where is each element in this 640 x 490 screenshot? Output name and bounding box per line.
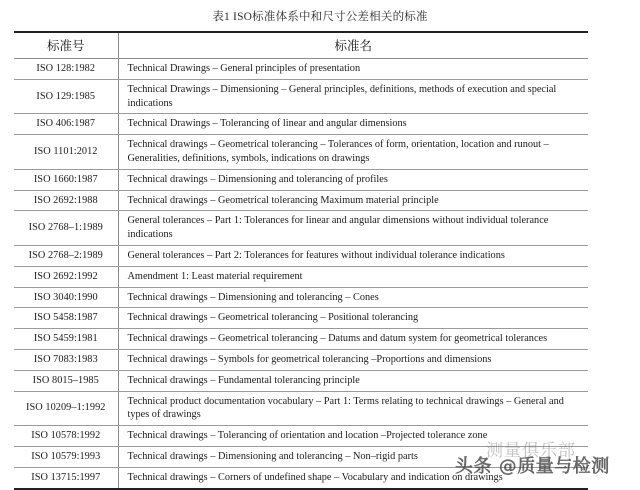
cell-standard-name: Technical Drawings – Tolerancing of linear and angular dimensions [118, 114, 588, 135]
cell-standard-name: Technical drawings – Dimensioning and tolerancing – Non–rigid parts [118, 446, 588, 467]
cell-standard-number: ISO 2692:1988 [14, 190, 118, 211]
cell-standard-number: ISO 3040:1990 [14, 287, 118, 308]
cell-standard-name: Technical drawings – Fundamental tolerancing principle [118, 370, 588, 391]
watermark-club-text: 测量俱乐部 [486, 441, 576, 461]
table-row [14, 287, 588, 308]
table-row [14, 266, 588, 287]
table-row [14, 308, 588, 329]
cell-standard-number: ISO 13715:1997 [14, 467, 118, 488]
table-row [14, 79, 588, 114]
cell-standard-number: ISO 1660:1987 [14, 169, 118, 190]
cell-standard-number: ISO 2768–1:1989 [14, 211, 118, 246]
table-row [14, 59, 588, 80]
table-row [14, 446, 588, 467]
watermark-source-text: 头条 @质量与检测 [455, 456, 610, 477]
cell-standard-name: General tolerances – Part 1: Tolerances for linear and angular dimensions without individual tolerance indications [118, 211, 588, 246]
table-body [14, 59, 588, 489]
cell-standard-number: ISO 1101:2012 [14, 135, 118, 170]
cell-standard-number: ISO 2768–2:1989 [14, 245, 118, 266]
cell-standard-number: ISO 129:1985 [14, 79, 118, 114]
cell-standard-name: Technical product documentation vocabulary – Part 1: Terms relating to technical drawings – General and types of drawings [118, 391, 588, 426]
cell-standard-name: Technical drawings – Geometrical tolerancing Maximum material principle [118, 190, 588, 211]
table-header [14, 32, 588, 59]
table-caption: 表1 ISO标准体系中和尺寸公差相关的标准 [212, 11, 428, 23]
cell-standard-name: Amendment 1: Least material requirement [118, 266, 588, 287]
cell-standard-number: ISO 10579:1993 [14, 446, 118, 467]
cell-standard-number: ISO 406:1987 [14, 114, 118, 135]
cell-standard-number: ISO 10209–1:1992 [14, 391, 118, 426]
cell-standard-name: Technical drawings – Geometrical tolerancing – Datums and datum system for geometrical tolerances [118, 329, 588, 350]
table-row [14, 370, 588, 391]
table-row [14, 467, 588, 488]
table-row [14, 190, 588, 211]
cell-standard-name: Technical Drawings – Dimensioning – General principles, definitions, methods of execution and special indications [118, 79, 588, 114]
cell-standard-number: ISO 5458:1987 [14, 308, 118, 329]
cell-standard-number: ISO 10578:1992 [14, 426, 118, 447]
cell-standard-name: General tolerances – Part 2: Tolerances for features without individual tolerance indications [118, 245, 588, 266]
cell-standard-number: ISO 5459:1981 [14, 329, 118, 350]
table-row [14, 349, 588, 370]
cell-standard-number: ISO 7083:1983 [14, 349, 118, 370]
table-row [14, 135, 588, 170]
table-row [14, 329, 588, 350]
cell-standard-name: Technical Drawings – General principles of presentation [118, 59, 588, 80]
cell-standard-number: ISO 128:1982 [14, 59, 118, 80]
cell-standard-name: Technical drawings – Corners of undefined shape – Vocabulary and indication on drawings [118, 467, 588, 488]
table-row [14, 391, 588, 426]
cell-standard-name: Technical drawings – Dimensioning and tolerancing of profiles [118, 169, 588, 190]
table-row [14, 426, 588, 447]
table-row [14, 114, 588, 135]
cell-standard-name: Technical drawings – Tolerancing of orientation and location –Projected tolerance zone [118, 426, 588, 447]
table-header-row [14, 32, 588, 59]
iso-standards-table [14, 31, 588, 490]
cell-standard-name: Technical drawings – Dimensioning and tolerancing – Cones [118, 287, 588, 308]
cell-standard-name: Technical drawings – Symbols for geometrical tolerancing –Proportions and dimensions [118, 349, 588, 370]
cell-standard-name: Technical drawings – Geometrical tolerancing – Tolerances of form, orientation, location and runout – Generalities, definitions, symbols, indications on drawings [118, 135, 588, 170]
cell-standard-name: Technical drawings – Geometrical tolerancing – Positional tolerancing [118, 308, 588, 329]
cell-standard-number: ISO 8015–1985 [14, 370, 118, 391]
table-container [14, 31, 588, 490]
table-row [14, 169, 588, 190]
column-header-standard-number: 标准号 [14, 32, 118, 59]
cell-standard-number: ISO 2692:1992 [14, 266, 118, 287]
column-header-standard-name: 标准名 [118, 32, 588, 59]
table-row [14, 245, 588, 266]
table-row [14, 211, 588, 246]
